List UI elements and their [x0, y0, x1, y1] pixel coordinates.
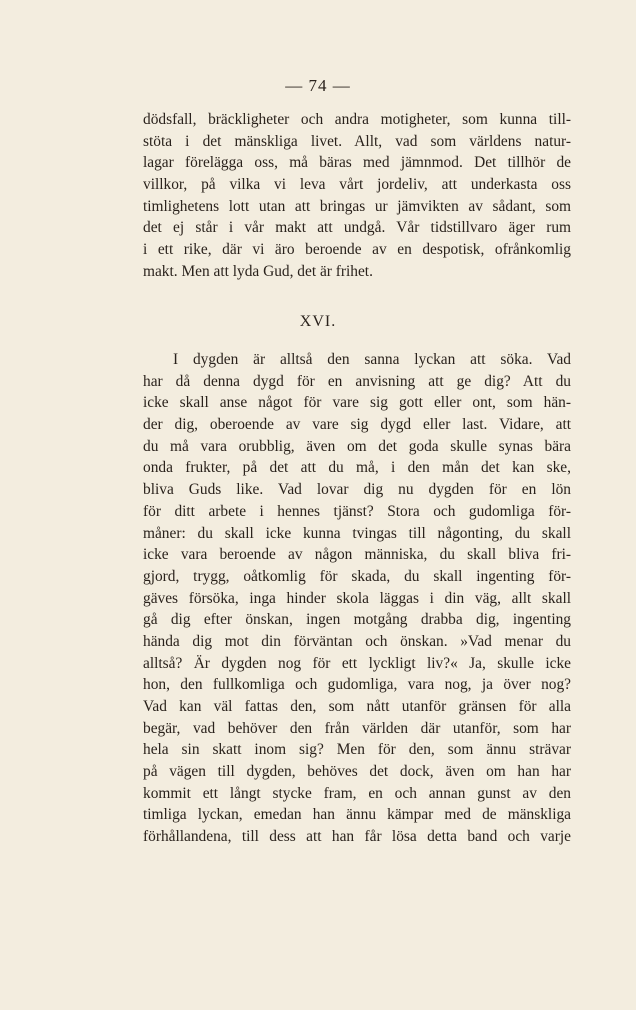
text-line: hon, den fullkomliga och gudomliga, vara nog, ja över nog? — [143, 676, 571, 694]
text-line: gå dig efter önskan, ingen motgång drabba dig, ingenting — [143, 611, 571, 629]
text-line: gjord, trygg, oåtkomlig för skada, du skall ingenting för- — [143, 567, 571, 585]
text-line: förhållandena, till dess att han får lösa detta band och varje — [143, 828, 571, 846]
text-line: alltså? Är dygden nog för ett lyckligt liv?« Ja, skulle icke — [143, 654, 571, 672]
text-line: timlighetens lott utan att bringas ur jämvikten av sådant, som — [143, 197, 571, 215]
section-heading: XVI. — [299, 313, 337, 330]
text-line: gäves försöka, inga hinder skola läggas i din väg, allt skall — [143, 589, 571, 607]
paragraph-1 — [143, 109, 571, 283]
text-line: på vägen till dygden, behöves det dock, även om han har — [143, 763, 571, 781]
text-line: dödsfall, bräckligheter och andra motigheter, som kunna till- — [143, 111, 571, 128]
text-line: timliga lyckan, emedan han ännu kämpar med de mänskliga — [143, 806, 571, 824]
text-line: lagar förelägga oss, må bäras med jämnmod. Det tillhör de — [143, 154, 571, 172]
text-line: onda frukter, på det att du må, i den mån det kan ske, — [143, 459, 571, 477]
text-line: stöta i det mänskliga livet. Allt, vad som världens natur- — [143, 132, 571, 150]
text-line: villkor, på vilka vi leva vårt jordeliv, att underkasta oss — [143, 176, 571, 194]
page-number: — 74 — — [285, 76, 351, 95]
text-line: icke skall anse något för vare sig gott eller ont, som hän- — [143, 394, 571, 412]
text-line: Vad kan väl fattas den, som nått utanför gränsen för alla — [143, 698, 571, 715]
text-line: för ditt arbete i hennes tjänst? Stora och gudomliga för- — [143, 502, 571, 520]
text-line: I dygden är alltså den sanna lyckan att söka. Vad — [173, 351, 571, 368]
text-line: måner: du skall icke kunna tvingas till någonting, du skall — [143, 524, 571, 542]
text-line: har då denna dygd för en anvisning att ge dig? Att du — [143, 372, 571, 390]
text-line: det ej står i vår makt att undgå. Vår tidstillvaro äger rum — [143, 219, 571, 237]
text-line: hända dig mot din förväntan och önskan. »Vad menar du — [143, 632, 571, 650]
text-line: der dig, oberoende av vare sig dygd eller last. Vidare, att — [143, 416, 571, 434]
text-line: begär, vad behöver den från världen där utanför, som har — [143, 719, 571, 737]
text-line: makt. Men att lyda Gud, det är frihet. — [143, 262, 373, 280]
text-line: icke vara beroende av någon människa, du skall bliva fri- — [143, 546, 571, 564]
text-line: i ett rike, där vi äro beroende av en despotisk, ofrånkomlig — [143, 241, 571, 259]
text-line: kommit ett långt stycke fram, en och annan gunst av den — [143, 784, 571, 802]
paragraph-2 — [143, 349, 571, 848]
text-line: hela sin skatt inom sig? Men för den, som ännu strävar — [143, 741, 571, 759]
text-line: bliva Guds like. Vad lovar dig nu dygden för en lön — [143, 481, 571, 499]
text-line: du må vara orubblig, även om det goda skulle synas bära — [143, 437, 571, 455]
